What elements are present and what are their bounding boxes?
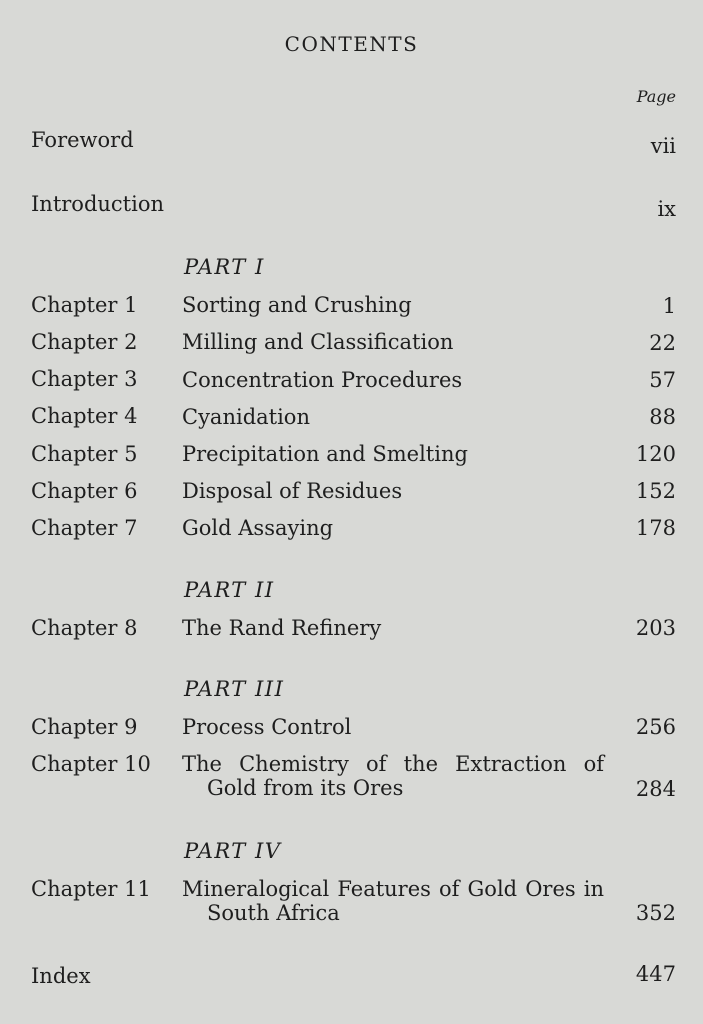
chapter-page: 1: [662, 294, 676, 318]
chapter-page: 57: [649, 368, 676, 392]
chapter-page: 88: [649, 405, 676, 429]
introduction-page: ix: [657, 197, 676, 221]
page-title: CONTENTS: [284, 32, 419, 56]
chapter-label: Chapter 5: [31, 442, 138, 466]
chapter-label: Chapter 3: [31, 367, 138, 391]
chapter-title: Precipitation and Smelting: [182, 442, 468, 466]
chapter-label: Chapter 10: [31, 752, 151, 776]
part-heading: PART IV: [184, 839, 282, 863]
index-label: Index: [31, 964, 91, 988]
chapter-page: 178: [635, 516, 676, 540]
chapter-title: Cyanidation: [182, 405, 310, 429]
index-page: 447: [635, 962, 676, 986]
chapter-label: Chapter 8: [31, 616, 138, 640]
chapter-title: Disposal of Residues: [182, 479, 403, 503]
chapter-page: 152: [635, 479, 676, 503]
chapter-title-continued: Gold from its Ores: [207, 776, 404, 800]
chapter-title: Sorting and Crushing: [182, 293, 412, 317]
chapter-page: 352: [635, 901, 676, 925]
introduction-label: Introduction: [31, 192, 164, 216]
chapter-page: 120: [635, 442, 676, 466]
chapter-title: Milling and Classification: [182, 330, 454, 354]
chapter-label: Chapter 6: [31, 479, 138, 503]
chapter-title: Gold Assaying: [182, 516, 334, 540]
chapter-title: Mineralogical Features of Gold Ores in: [182, 877, 604, 901]
part-heading: PART III: [184, 677, 285, 701]
part-heading: PART I: [184, 255, 265, 279]
chapter-label: Chapter 4: [31, 404, 138, 428]
chapter-page: 284: [635, 777, 676, 801]
foreword-page: vii: [650, 134, 676, 158]
chapter-title: Process Control: [182, 715, 352, 739]
chapter-label: Chapter 7: [31, 516, 138, 540]
chapter-title-continued: South Africa: [207, 901, 340, 925]
chapter-title: The Chemistry of the Extraction of: [182, 752, 604, 776]
chapter-label: Chapter 2: [31, 330, 138, 354]
chapter-title: Concentration Procedures: [182, 368, 463, 392]
page-column-heading: Page: [636, 87, 676, 106]
chapter-title: The Rand Refinery: [182, 616, 382, 640]
chapter-page: 203: [635, 616, 676, 640]
chapter-label: Chapter 1: [31, 293, 138, 317]
chapter-label: Chapter 11: [31, 877, 151, 901]
chapter-page: 22: [649, 331, 676, 355]
foreword-label: Foreword: [31, 128, 134, 152]
part-heading: PART II: [184, 578, 275, 602]
chapter-page: 256: [635, 715, 676, 739]
chapter-label: Chapter 9: [31, 715, 138, 739]
